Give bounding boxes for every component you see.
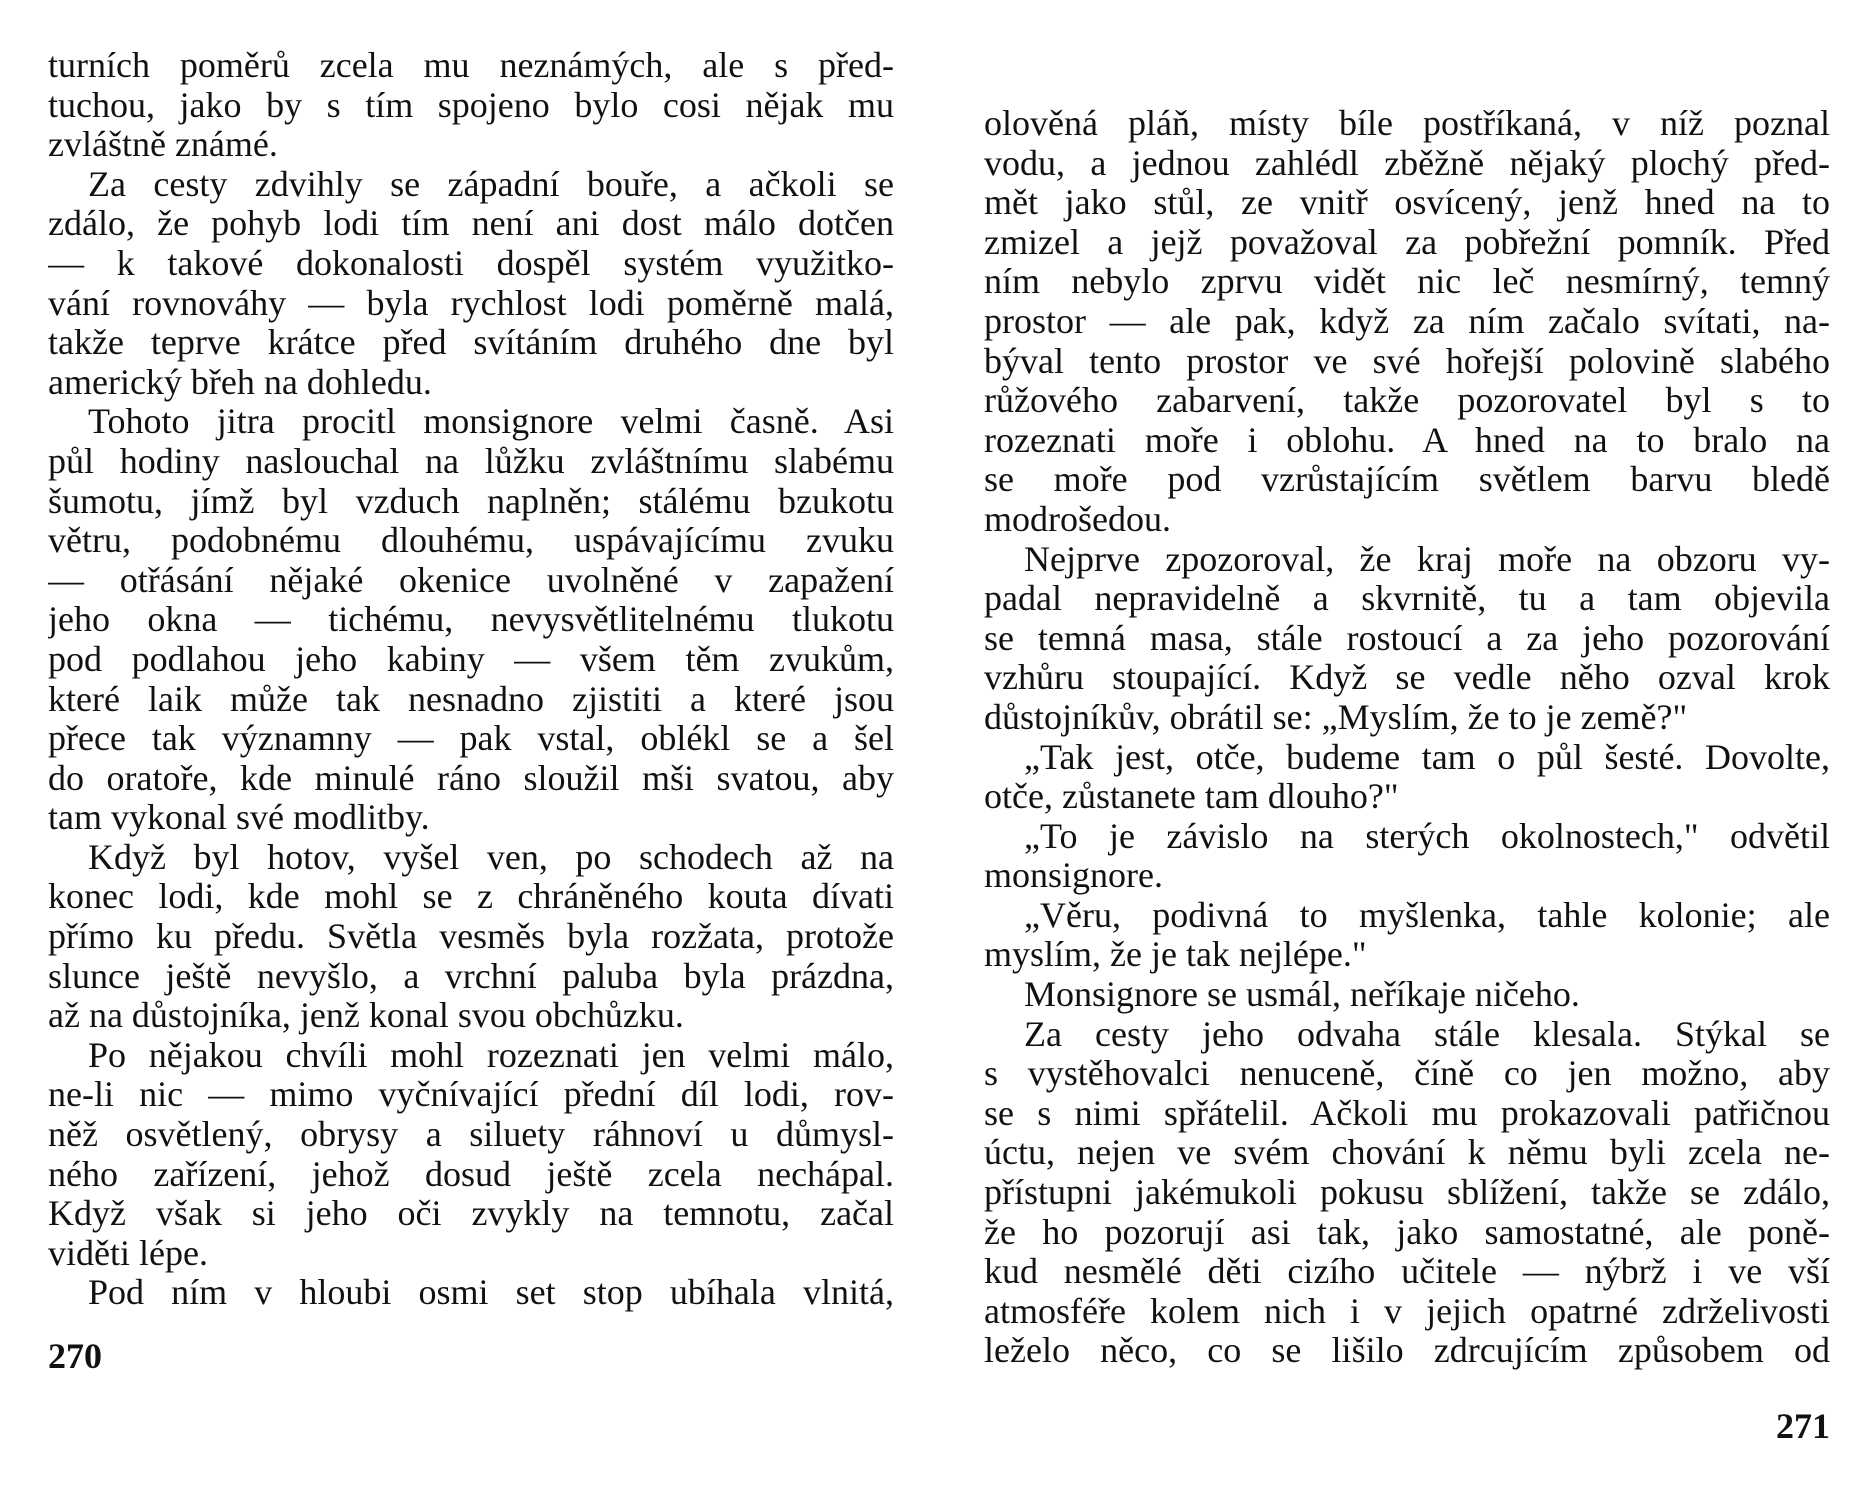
text-line: vodu, a jednou zahlédl zběžně nějaký plochý před- <box>984 143 1830 183</box>
text-line: konec lodi, kde mohl se z chráněného kouta dívati <box>48 877 894 917</box>
text-line: takže teprve krátce před svítáním druhého dne byl <box>48 323 894 363</box>
text-line: Po nějakou chvíli mohl rozeznati jen velmi málo, <box>88 1035 894 1075</box>
text-line: „Věru, podivná to myšlenka, tahle kolonie; ale <box>1024 895 1830 935</box>
text-line: Když však si jeho oči zvykly na temnotu, začal <box>48 1194 894 1234</box>
text-line: „To je závislo na sterých okolnostech," odvětil <box>1024 816 1830 856</box>
text-line: vání rovnováhy — byla rychlost lodi poměrně malá, <box>48 283 894 323</box>
text-line: viděti lépe. <box>48 1233 208 1273</box>
text-line: do oratoře, kde minulé ráno sloužil mši svatou, aby <box>48 758 894 798</box>
text-line: prostor — ale pak, když za ním začalo svítati, na- <box>984 301 1830 341</box>
text-line: padal nepravidelně a skvrnitě, tu a tam objevila <box>984 579 1830 619</box>
text-line: mět jako stůl, ze vnitř osvícený, jenž hned na to <box>984 183 1830 223</box>
text-line: přímo ku předu. Světla vesměs byla rozžata, protože <box>48 917 894 957</box>
text-line: Pod ním v hloubi osmi set stop ubíhala vlnitá, <box>88 1273 894 1313</box>
text-line: ného zařízení, jehož dosud ještě zcela nechápal. <box>48 1154 894 1194</box>
text-line: půl hodiny naslouchal na lůžku zvláštnímu slabému <box>48 441 894 481</box>
text-line: zvláštně známé. <box>48 125 278 165</box>
text-line: atmosféře kolem nich i v jejich opatrné zdrželivosti <box>984 1291 1830 1331</box>
text-line: které laik může tak nesnadno zjistiti a které jsou <box>48 679 894 719</box>
text-line: až na důstojníka, jenž konal svou obchůzku. <box>48 996 684 1036</box>
text-line: Monsignore se usmál, neříkaje ničeho. <box>1024 975 1580 1015</box>
text-line: leželo něco, co se lišilo zdrcujícím způsobem od <box>984 1331 1830 1371</box>
text-line: jeho okna — tichému, nevysvětlitelnému tlukotu <box>48 600 894 640</box>
text-line: přístupni jakémukoli pokusu sblížení, takže se zdálo, <box>984 1173 1830 1213</box>
text-line: americký břeh na dohledu. <box>48 362 432 402</box>
text-line: šumotu, jímž byl vzduch naplněn; stálému bzukotu <box>48 481 894 521</box>
text-line: — otřásání nějaké okenice uvolněné v zapažení <box>48 560 894 600</box>
text-line: kud nesmělé děti cizího učitele — nýbrž i ve vší <box>984 1252 1830 1292</box>
text-line: Tohoto jitra procitl monsignore velmi časně. Asi <box>88 402 894 442</box>
text-line: se moře pod vzrůstajícím světlem barvu bledě <box>984 460 1830 500</box>
text-line: něž osvětlený, obrysy a siluety ráhnoví u důmysl- <box>48 1115 894 1155</box>
text-line: větru, podobnému dlouhému, uspávajícímu zvuku <box>48 521 894 561</box>
text-line: zmizel a jejž považoval za pobřežní pomník. Před <box>984 222 1830 262</box>
text-line: rozeznati moře i oblohu. A hned na to bralo na <box>984 420 1830 460</box>
text-line: Když byl hotov, vyšel ven, po schodech až na <box>88 837 894 877</box>
text-line: že ho pozorují asi tak, jako samostatné, ale poně- <box>984 1212 1830 1252</box>
text-line: se temná masa, stále rostoucí a za jeho pozorování <box>984 618 1830 658</box>
text-line: býval tento prostor ve své hořejší polovině slabého <box>984 341 1830 381</box>
text-line: otče, zůstanete tam dlouho?" <box>984 777 1399 817</box>
right-page-text <box>984 104 1830 1371</box>
text-line: Nejprve zpozoroval, že kraj moře na obzoru vy- <box>1024 539 1830 579</box>
text-line: se s nimi spřátelil. Ačkoli mu prokazovali patřičnou <box>984 1093 1830 1133</box>
text-line: s vystěhovalci nenuceně, číně co jen možno, aby <box>984 1054 1830 1094</box>
text-line: vzhůru stoupající. Když se vedle něho ozval krok <box>984 658 1830 698</box>
text-line: — k takové dokonalosti dospěl systém využitko- <box>48 243 894 283</box>
text-line: modrošedou. <box>984 499 1171 539</box>
text-line: úctu, nejen ve svém chování k němu byli zcela ne- <box>984 1133 1830 1173</box>
right-page <box>984 0 1830 1500</box>
text-line: slunce ještě nevyšlo, a vrchní paluba byla prázdna, <box>48 956 894 996</box>
text-line: zdálo, že pohyb lodi tím není ani dost málo dotčen <box>48 204 894 244</box>
left-page-number: 270 <box>48 1336 102 1376</box>
text-line: myslím, že je tak nejlépe." <box>984 935 1367 975</box>
left-page-text <box>48 46 894 1313</box>
text-line: „Tak jest, otče, budeme tam o půl šesté. Dovolte, <box>1024 737 1830 777</box>
text-line: růžového zabarvení, takže pozorovatel byl s to <box>984 381 1830 421</box>
left-page <box>48 0 894 1500</box>
text-line: přece tak významny — pak vstal, oblékl se a šel <box>48 719 894 759</box>
text-line: turních poměrů zcela mu neznámých, ale s před- <box>48 46 894 85</box>
right-page-number: 271 <box>1776 1406 1830 1446</box>
text-line: důstojníkův, obrátil se: „Myslím, že to je země?" <box>984 697 1688 737</box>
text-line: ne-li nic — mimo vyčnívající přední díl lodi, rov- <box>48 1075 894 1115</box>
text-line: pod podlahou jeho kabiny — všem těm zvukům, <box>48 639 894 679</box>
text-line: tuchou, jako by s tím spojeno bylo cosi nějak mu <box>48 85 894 125</box>
text-line: olověná pláň, místy bíle postříkaná, v níž poznal <box>984 104 1830 143</box>
text-line: Za cesty zdvihly se západní bouře, a ačkoli se <box>88 164 894 204</box>
text-line: monsignore. <box>984 856 1163 896</box>
text-line: ním nebylo zprvu vidět nic leč nesmírný, temný <box>984 262 1830 302</box>
text-line: tam vykonal své modlitby. <box>48 798 430 838</box>
text-line: Za cesty jeho odvaha stále klesala. Stýkal se <box>1024 1014 1830 1054</box>
